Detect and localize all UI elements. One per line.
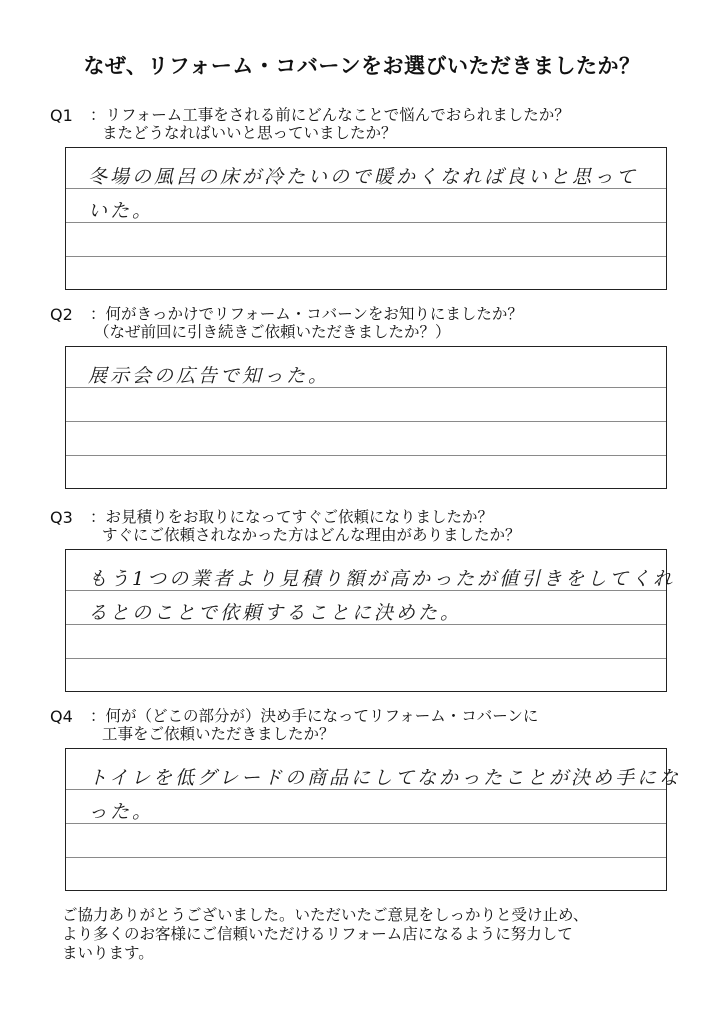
q3-question bbox=[90, 508, 521, 544]
q4-answer-line: った。 bbox=[88, 801, 155, 823]
q2-answer-line: 展示会の広告で知った。 bbox=[88, 365, 331, 387]
footer-line: ご協力ありがとうございました。いただいたご意見をしっかりと受け止め、 bbox=[62, 906, 589, 924]
footer-line: より多くのお客様にご信頼いただけるリフォーム店になるように努力して bbox=[62, 925, 573, 943]
q1-question bbox=[90, 106, 570, 142]
answer-rule bbox=[66, 222, 666, 223]
q2-question bbox=[90, 305, 523, 341]
answer-rule bbox=[66, 857, 666, 858]
q4-question bbox=[90, 707, 538, 743]
q1-answer-box bbox=[65, 147, 667, 290]
q2-answer-box bbox=[65, 346, 667, 489]
answer-rule bbox=[66, 658, 666, 659]
page-title: なぜ、リフォーム・コバーンをお選びいただきましたか？ bbox=[83, 54, 641, 78]
q2-label: Q2 bbox=[50, 305, 73, 324]
q1-answer-line: いた。 bbox=[88, 200, 155, 222]
answer-rule bbox=[66, 823, 666, 824]
q1-question-line: またどうなればいいと思っていましたか？ bbox=[102, 124, 397, 142]
q2-question-line: ：何がきっかけでリフォーム・コバーンをお知りにましたか？ bbox=[90, 305, 523, 323]
q4-label: Q4 bbox=[50, 707, 73, 726]
q3-question-line: ：お見積りをお取りになってすぐご依頼になりましたか？ bbox=[90, 508, 494, 526]
q4-question-line: 工事をご依頼いただきましたか？ bbox=[102, 725, 335, 743]
thank-you-message bbox=[62, 906, 588, 963]
footer-line: まいります。 bbox=[62, 944, 154, 962]
q4-question-line: ：何が（どこの部分が）決め手になってリフォーム・コバーンに bbox=[90, 707, 539, 725]
q3-answer-line: もう1つの業者より見積り額が高かったが値引きをしてくれ bbox=[88, 568, 676, 590]
q4-answer-line: トイレを低グレードの商品にしてなかったことが決め手にな bbox=[88, 767, 682, 789]
answer-rule bbox=[66, 455, 666, 456]
answer-rule bbox=[66, 421, 666, 422]
q3-answer-line: るとのことで依頼することに決めた。 bbox=[88, 602, 463, 624]
q3-answer-box bbox=[65, 549, 676, 692]
q3-question-line: すぐにご依頼されなかった方はどんな理由がありましたか？ bbox=[102, 526, 521, 544]
q3-label: Q3 bbox=[50, 508, 73, 527]
q2-question-line: （なぜ前回に引き続きご依頼いただきましたか？） bbox=[94, 323, 451, 341]
q1-question-line: ：リフォーム工事をされる前にどんなことで悩んでおられましたか？ bbox=[90, 106, 570, 124]
q1-answer-line: 冬場の風呂の床が冷たいので暖かくなれば良いと思って bbox=[88, 166, 639, 188]
q4-answer-box bbox=[65, 748, 682, 891]
q1-label: Q1 bbox=[50, 106, 73, 125]
answer-rule bbox=[66, 256, 666, 257]
